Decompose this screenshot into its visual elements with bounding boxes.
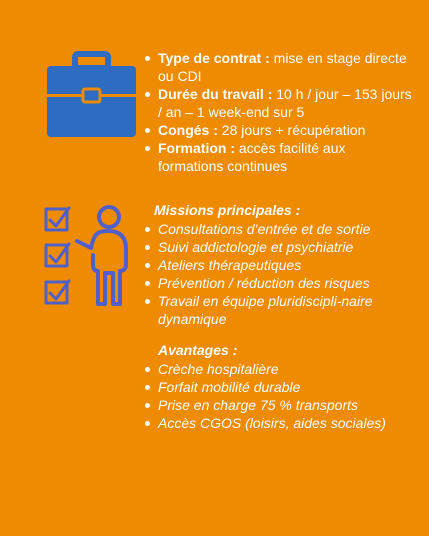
advantage-item: Prise en charge 75 % transports <box>140 396 412 414</box>
info-item-value: 28 jours + récupération <box>221 122 366 138</box>
info-item-label: Type de contrat : <box>158 50 270 66</box>
info-item-value: 10 h / jour – 153 jours / an – 1 week-end sur 5 <box>158 86 412 120</box>
advantage-item: Accès CGOS (loisirs, aides sociales) <box>140 414 412 432</box>
info-item-label: Congés : <box>158 122 218 138</box>
advantages-heading: Avantages : <box>158 342 238 358</box>
advantages-list <box>140 360 412 432</box>
mission-item: Travail en équipe pluridiscipli-naire dynamique <box>140 292 412 328</box>
mission-item: Prévention / réduction des risques <box>140 274 412 292</box>
checklist-person-icon <box>42 200 136 308</box>
mission-item: Consultations d’entrée et de sortie <box>140 220 412 238</box>
briefcase-icon <box>45 52 138 139</box>
info-item-label: Durée du travail : <box>158 86 273 102</box>
contract-info-list <box>140 49 412 175</box>
info-item-leave <box>140 121 412 139</box>
missions-heading: Missions principales : <box>154 202 301 218</box>
contract-info-section <box>140 49 412 175</box>
info-item-value: accès facilité aux formations continues <box>158 140 346 174</box>
mission-item: Suivi addictologie et psychiatrie <box>140 238 412 256</box>
advantage-item: Crèche hospitalière <box>140 360 412 378</box>
info-item-contract-type <box>140 49 412 85</box>
advantage-item: Forfait mobilité durable <box>140 378 412 396</box>
mission-item: Ateliers thérapeutiques <box>140 256 412 274</box>
missions-list <box>140 220 412 328</box>
info-item-working-hours <box>140 85 412 121</box>
info-item-value: mise en stage directe ou CDI <box>158 50 407 84</box>
missions-section <box>140 201 412 432</box>
info-item-training <box>140 139 412 175</box>
info-item-label: Formation : <box>158 140 235 156</box>
